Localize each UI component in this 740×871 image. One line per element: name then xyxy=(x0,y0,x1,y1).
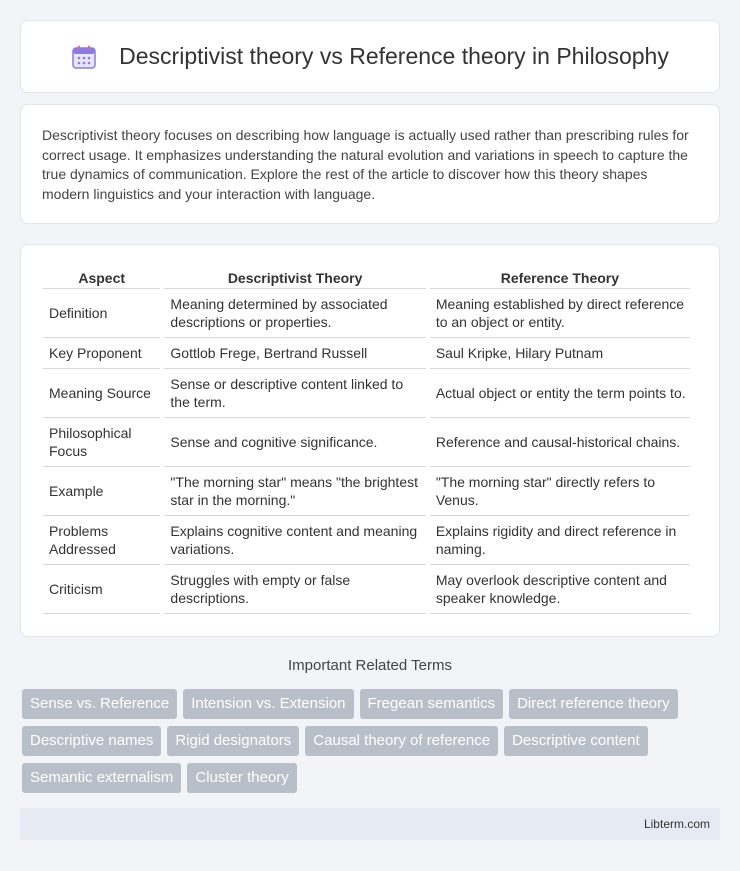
row-aspect: Philosophical Focus xyxy=(43,418,160,467)
row-aspect: Example xyxy=(43,467,160,516)
table-row xyxy=(43,369,690,418)
header-aspect: Aspect xyxy=(43,267,160,289)
row-descriptivist: Explains cognitive content and meaning variations. xyxy=(164,516,425,565)
table-row xyxy=(43,516,690,565)
row-descriptivist: Meaning determined by associated descriptions or properties. xyxy=(164,289,425,338)
row-reference: Actual object or entity the term points to. xyxy=(430,369,690,418)
tag-descriptive-content[interactable]: Descriptive content xyxy=(504,726,648,756)
row-aspect: Problems Addressed xyxy=(43,516,160,565)
row-reference: "The morning star" directly refers to Venus. xyxy=(430,467,690,516)
row-aspect: Definition xyxy=(43,289,160,338)
row-reference: Explains rigidity and direct reference in naming. xyxy=(430,516,690,565)
table-row xyxy=(43,289,690,338)
header-card xyxy=(20,20,720,93)
tag-direct-reference-theory[interactable]: Direct reference theory xyxy=(509,689,678,719)
row-aspect: Criticism xyxy=(43,565,160,614)
tag-fregean-semantics[interactable]: Fregean semantics xyxy=(360,689,504,719)
header-descriptivist: Descriptivist Theory xyxy=(164,267,425,289)
row-reference: Saul Kripke, Hilary Putnam xyxy=(430,338,690,369)
tag-causal-theory-of-reference[interactable]: Causal theory of reference xyxy=(305,726,498,756)
row-descriptivist: Gottlob Frege, Bertrand Russell xyxy=(164,338,425,369)
related-terms-list xyxy=(22,689,722,793)
table-row xyxy=(43,338,690,369)
table-row xyxy=(43,565,690,614)
tag-semantic-externalism[interactable]: Semantic externalism xyxy=(22,763,181,793)
tag-intension-vs-extension[interactable]: Intension vs. Extension xyxy=(183,689,353,719)
table-row xyxy=(43,467,690,516)
table-header-row xyxy=(43,267,690,289)
row-descriptivist: Struggles with empty or false descriptions. xyxy=(164,565,425,614)
footer xyxy=(20,808,720,840)
header-reference: Reference Theory xyxy=(430,267,690,289)
tag-descriptive-names[interactable]: Descriptive names xyxy=(22,726,161,756)
footer-site-link[interactable]: Libterm.com xyxy=(643,817,710,831)
tag-sense-vs-reference[interactable]: Sense vs. Reference xyxy=(22,689,177,719)
row-reference: Meaning established by direct reference to an object or entity. xyxy=(430,289,690,338)
intro-card xyxy=(20,104,720,224)
row-aspect: Key Proponent xyxy=(43,338,160,369)
tag-cluster-theory[interactable]: Cluster theory xyxy=(187,763,296,793)
row-reference: Reference and causal-historical chains. xyxy=(430,418,690,467)
related-terms-title: Important Related Terms xyxy=(288,657,452,674)
calendar-grid-icon xyxy=(71,44,97,70)
intro-text: Descriptivist theory focuses on describing how language is actually used rather than prescribing rules for correct usage. It emphasizes understanding the natural evolution and variations in speech to capture the true dynamics of communication. Explore the rest of the article to discover how this theory shapes modern linguistics and your interaction with language. xyxy=(42,127,689,202)
row-descriptivist: Sense and cognitive significance. xyxy=(164,418,425,467)
row-reference: May overlook descriptive content and speaker knowledge. xyxy=(430,565,690,614)
table-row xyxy=(43,418,690,467)
tag-rigid-designators[interactable]: Rigid designators xyxy=(167,726,299,756)
row-descriptivist: Sense or descriptive content linked to the term. xyxy=(164,369,425,418)
page-title: Descriptivist theory vs Reference theory in Philosophy xyxy=(119,43,669,69)
comparison-card xyxy=(20,244,720,637)
row-descriptivist: "The morning star" means "the brightest star in the morning." xyxy=(164,467,425,516)
comparison-table xyxy=(39,267,694,614)
row-aspect: Meaning Source xyxy=(43,369,160,418)
